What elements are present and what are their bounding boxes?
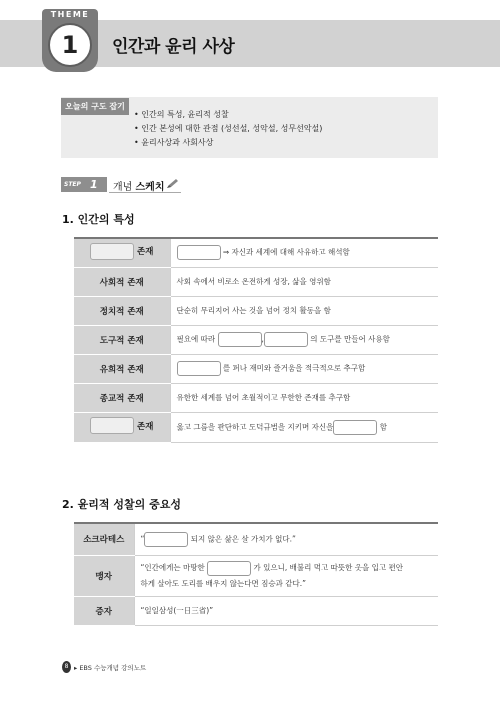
theme-word: THEME xyxy=(50,10,90,19)
answer-blank[interactable] xyxy=(177,361,221,376)
answer-blank[interactable] xyxy=(264,332,308,347)
row-desc: ⇒ 자신과 세계에 대해 사유하고 해석함 xyxy=(170,238,438,267)
row-label: 맹자 xyxy=(74,555,134,596)
answer-blank[interactable] xyxy=(207,561,251,576)
table-row xyxy=(74,267,438,296)
row-desc: 단순히 무리지어 사는 것을 넘어 정치 활동을 함 xyxy=(170,296,438,325)
table-row xyxy=(74,555,438,596)
outline-list xyxy=(134,108,322,150)
step-title xyxy=(113,178,164,193)
table-row xyxy=(74,325,438,354)
page-header xyxy=(0,0,500,72)
row-desc: 옳고 그름을 판단하고 도덕규범을 지키며 자신을 함 xyxy=(170,412,438,442)
page-number: 8 xyxy=(62,661,71,673)
answer-blank[interactable] xyxy=(177,245,221,260)
row-label: 존재 xyxy=(74,412,170,442)
row-desc: “인간에게는 마땅한 가 있으니, 배불리 먹고 따뜻한 옷을 입고 편안 하게 살아도 도리를 배우지 않는다면 짐승과 같다.” xyxy=(134,555,438,596)
section-heading-reflection: 2. 윤리적 성찰의 중요성 xyxy=(62,498,181,511)
section-heading-traits: 1. 인간의 특성 xyxy=(62,213,135,226)
outline-item: • 인간의 특성, 윤리적 성찰 xyxy=(134,108,322,122)
table-row xyxy=(74,238,438,267)
table-row xyxy=(74,523,438,555)
outline-tag: 오늘의 구도 잡기 xyxy=(61,98,129,115)
row-label: 종교적 존재 xyxy=(74,383,170,412)
row-label: 정치적 존재 xyxy=(74,296,170,325)
footer-text: ▸ EBS 수능개념 강의노트 xyxy=(74,664,147,672)
page-title: 인간과 윤리 사상 xyxy=(112,37,235,57)
row-label: 유희적 존재 xyxy=(74,354,170,383)
answer-blank[interactable] xyxy=(218,332,262,347)
row-desc: 필요에 따라 , 의 도구를 만들어 사용함 xyxy=(170,325,438,354)
step-title-plain: 개념 xyxy=(113,182,136,193)
row-desc: “ 되지 않은 삶은 살 가치가 없다.” xyxy=(134,523,438,555)
row-label: 도구적 존재 xyxy=(74,325,170,354)
row-desc: 를 퍼나 재미와 즐거움을 적극적으로 추구함 xyxy=(170,354,438,383)
table-row xyxy=(74,412,438,442)
step-number: 1 xyxy=(90,178,98,191)
traits-table xyxy=(74,237,438,443)
table-row xyxy=(74,596,438,625)
pencil-icon xyxy=(166,179,178,189)
row-desc: “일일삼성(一日三省)” xyxy=(134,596,438,625)
row-label: 사회적 존재 xyxy=(74,267,170,296)
reflection-table xyxy=(74,522,438,626)
row-desc: 사회 속에서 비로소 온전하게 성장, 삶을 영위함 xyxy=(170,267,438,296)
row-label: 존재 xyxy=(74,238,170,267)
table-row xyxy=(74,296,438,325)
table-row xyxy=(74,383,438,412)
table-row xyxy=(74,354,438,383)
row-label: 증자 xyxy=(74,596,134,625)
step-title-bold: 스케치 xyxy=(135,182,165,193)
outline-item: • 인간 본성에 대한 관점 (성선설, 성악설, 성무선악설) xyxy=(134,122,322,136)
answer-blank[interactable] xyxy=(144,532,188,547)
answer-blank[interactable] xyxy=(90,243,134,260)
row-desc: 유한한 세계를 넘어 초월적이고 무한한 존재를 추구함 xyxy=(170,383,438,412)
step-label: STEP xyxy=(64,181,81,188)
answer-blank[interactable] xyxy=(90,417,134,434)
theme-number: 1 xyxy=(48,23,92,67)
outline-item: • 윤리사상과 사회사상 xyxy=(134,136,322,150)
answer-blank[interactable] xyxy=(333,420,377,435)
row-label: 소크라테스 xyxy=(74,523,134,555)
